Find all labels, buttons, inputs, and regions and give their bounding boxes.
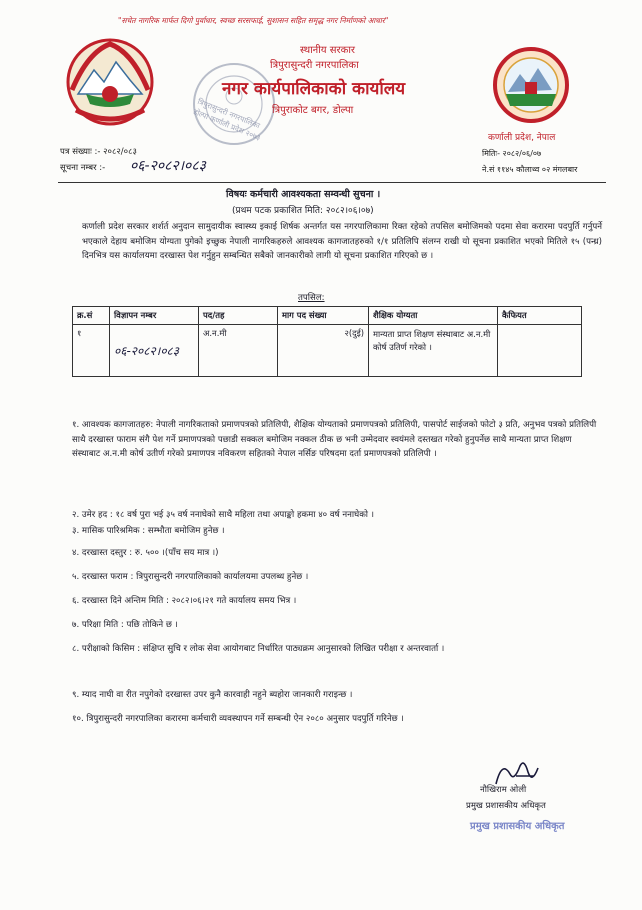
col-header: शैक्षिक योग्यता [369,307,498,325]
col-header: कैफियत [498,307,582,325]
condition-5: ५. दरखास्त फराम : त्रिपुरासुन्दरी नगरपालिकाको कार्यालयमा उपलब्ध हुनेछ । [72,572,309,582]
header-line-1: स्थानीय सरकार [300,45,355,56]
col-header: क्र.सं [73,307,110,325]
cell-qualification: मान्यता प्राप्त शिक्षण संस्थाबाट अ.न.मी कोर्ष उतिर्ण गरेको । [369,325,498,377]
issue-date: मितिः- २०८२/०६/०७ [482,149,542,158]
table-row [73,325,582,377]
condition-2: २. उमेर हद : १८ वर्ष पुरा भई ३५ वर्ष ननाघेको साथै महिला तथा अपाङ्को हकमा ४० वर्ष ननाघेको । [72,510,375,520]
col-header: विज्ञापन नम्बर [110,307,199,325]
table-caption: तपसिल: [298,293,325,303]
notice-paragraph: कर्णाली प्रदेश सरकार शर्शर्त अनुदान सामुदायीक स्वास्थ्य इकाई शिर्षक अन्तर्गत यस नगरपालिकामा रिक्त रहेको तपसिल बमोजिमको पदमा सेवा करारमा पदपुर्ति गर्नुपर्ने भएकाले देहाय बमोजिम योग्यता पुगेको इच्छुक नेपाली नागरिकहरुले आवश्यक कागजातहरुको १/१ प्रतिलिपि संलग्न राखी यो सूचना प्रकाशित भएको मितिले १५ (पन्ध्र) दिनभित्र यस कार्यालयमा दरखास्त पेश गर्नुहुन सम्बन्धित सबैको जानकारीको लागी यो सूचना प्रकाशित गरिएको छ । [82,222,602,261]
cell-ad-number: ०६-२०८२।०८३ [110,325,199,377]
cell-post: अ.न.मी [199,325,278,377]
stamp-text: त्रिपुरासुन्दरी नगरपालिका डोल्पा कर्णाली प्रदेश २०७३ [192,96,262,143]
header-motto: "सचेत नागरिक मार्फत दिगो पुर्वाधार, स्वच्छ सरसफाई, सुशासन सहित समृद्ध नगर निर्माणको आधार" [118,16,389,25]
condition-8: ८. परीक्षाको किसिम : संक्षिप्त सुचि र लोक सेवा आयोगबाट निर्धारित पाठ्यक्रम आनुसारको लिखित परीक्षा र अन्तरवार्ता । [72,644,445,654]
letter-number: पत्र संख्याः :- २०८२/०८३ [60,147,137,157]
condition-10: १०. त्रिपुरासुन्दरी नगरपालिका करारमा कर्मचारी व्यवस्थापन गर्ने सम्बन्धी ऐन २०८० अनुसार पदपुर्ति गरिनेछ । [72,714,404,724]
cell-remarks [498,325,582,377]
condition-7: ७. परिक्षा मिति : पछि तोकिने छ । [72,620,178,630]
publish-date-line: (प्रथम पटक प्रकाशित मिति: २०८२।०६।०७) [232,206,374,216]
condition-3: ३. मासिक पारिश्रमिक : सम्भौता बमोजिम हुनेछ । [72,526,225,536]
office-title: नगर कार्यपालिकाको कार्यालय [222,79,406,99]
vacancy-table [72,306,582,377]
col-header: माग पद संख्या [278,307,369,325]
signatory-designation: प्रमुख प्रशासकीय अधिकृत [466,801,546,811]
col-header: पद/तह [199,307,278,325]
office-address: त्रिपुराकोट बगर, डोल्पा [272,105,354,116]
cell-sn: १ [73,325,110,377]
cell-count: २(दुई) [278,325,369,377]
province-text: कर्णाली प्रदेश, नेपाल [488,133,556,143]
signatory-name: नौखिराम ओली [480,785,527,795]
municipality-logo-icon [492,46,570,124]
condition-1: १. आवश्यक कागजातहरु: नेपाली नागरिकताको प्रमाणपत्रको प्रतिलिपी, शैक्षिक योग्यताको प्रमाणपत्रको प्रतिलिपी, पासपोर्ट साईजको फोटो ३ प्रति, अनुभव पत्रको प्रतिलिपी साथै दरखास्त फाराम संगै पेश गर्ने प्रमाणपत्रको पछाडी सक्कल बमोजिम नक्कल ठीक छ भनी उम्मेदवार स्वयंमले दस्तखत गरेको हुनुपर्नेछ साथै मान्यता प्राप्त शिक्षण संस्थाबाट अ.न.मी कोर्ष उतीर्ण गरेको प्रमाणपत्र नविकरण सहितको नेपाल नर्सिङ परिषदमा दर्ता प्रमाणपत्रको प्रतिलिपी । [72,420,597,459]
notice-number-label: सूचना नम्बर :- [60,163,106,173]
nepal-sambat-date: ने.सं ११४५ कौलाथ्व ०२ मंगलबार [482,165,578,174]
header-line-2: त्रिपुरासुन्दरी नगरपालिका [270,60,359,71]
condition-6: ६. दरखास्त दिने अन्तिम मिति : २०८२।०६।२१ गते कार्यालय समय भित्र । [72,596,297,606]
notice-subject: विषयः कर्मचारी आवश्यकता सम्वन्धी सुचना । [226,189,381,200]
designation-stamp: प्रमुख प्रशासकीय अधिकृत [470,821,565,832]
header-divider [58,182,606,183]
notice-number-handwritten: ०६-२०८२।०८३ [130,158,206,174]
condition-4: ४. दरखास्त दस्तुर : रु. ५०० ।(पाँच सय मात्र ।) [72,548,219,558]
nepal-emblem-icon [58,32,162,128]
condition-9: ९. म्याद नाघी वा रीत नपुगेको दरखास्त उपर कुनै कारवाही नहुने ब्यहोरा जानकारी गराइन्छ । [72,690,353,700]
table-header-row [73,307,582,325]
